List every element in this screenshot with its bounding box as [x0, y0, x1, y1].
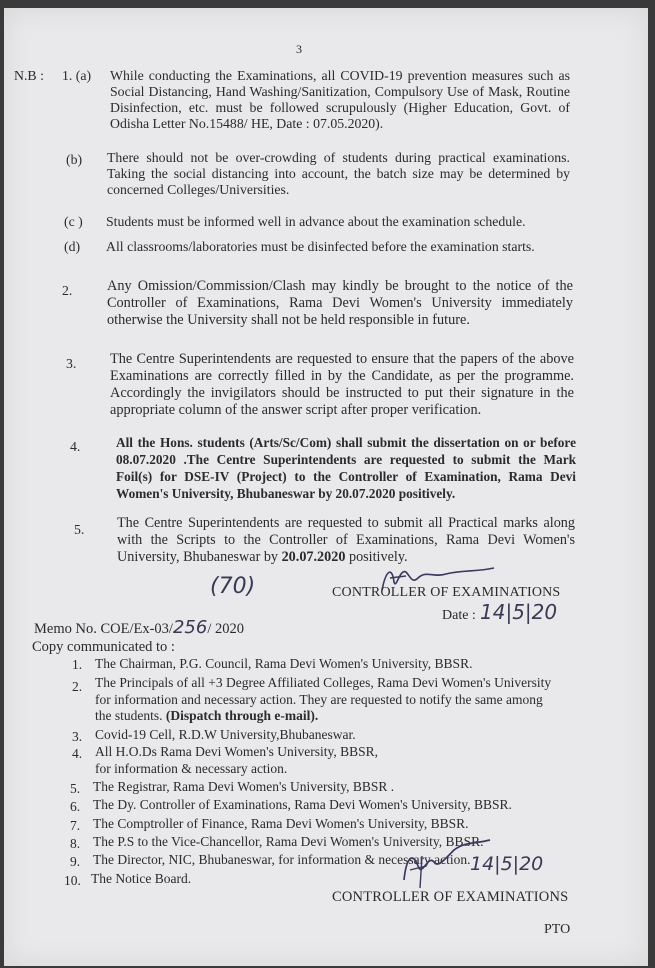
- copy-7-text: The Comptroller of Finance, Rama Devi Women's University, BBSR.: [93, 816, 469, 831]
- item-1b-text: There should not be over-crowding of students during practical examinations. Taking the social distancing into account, the batch size may be determined by concerned Colleges/Universities.: [107, 150, 570, 197]
- copy-4-text: All H.O.Ds Rama Devi Women's University, BBSR, for information & necessary action.: [95, 744, 378, 776]
- item-1a-number: 1. (a): [62, 68, 92, 83]
- item-5-text-end: positively.: [345, 549, 408, 565]
- pto-label: PTO: [544, 922, 571, 937]
- item-2-number: 2.: [62, 283, 73, 298]
- copy-9-text: The Director, NIC, Bhubaneswar, for information & necessary action.: [93, 852, 471, 867]
- item-1c-number: (c ): [64, 214, 83, 229]
- memo-number: [34, 617, 244, 638]
- date-handwritten: 14|5|20: [480, 600, 558, 624]
- item-5-text-plain: The Centre Superintendents are requested to submit all Practical marks along with the Scripts to the Controller of Examinations, Rama Devi Women's University, Bhubaneswar by: [117, 515, 575, 565]
- memo-suffix: / 2020: [207, 621, 244, 637]
- item-3-number: 3.: [66, 356, 77, 371]
- copy-10-number: 10.: [64, 873, 81, 888]
- copy-6-text: The Dy. Controller of Examinations, Rama Devi Women's University, BBSR.: [93, 797, 512, 812]
- copy-6-number: 6.: [70, 799, 81, 814]
- item-1d-text: All classrooms/laboratories must be disinfected before the examination starts.: [106, 239, 535, 254]
- controller-title-top: CONTROLLER OF EXAMINATIONS: [332, 585, 561, 600]
- item-4-number: 4.: [70, 439, 81, 454]
- item-1a-text: While conducting the Examinations, all COVID-19 prevention measures such as Social Distancing, Hand Washing/Sanitization, Compulsory Use of Mask, Routine Disinfection, etc. must be followed scrupulously (Higher Education, Govt. of Odisha Letter No.15488/ HE, Date : 07.05.2020).: [110, 68, 570, 131]
- copy-2-bold: (Dispatch through e-mail).: [165, 708, 319, 723]
- item-3-text: The Centre Superintendents are requested to ensure that the papers of the above Examinations are correctly filled in by the Candidate, as per the programme. Accordingly the invigilators should be instructed to put their signature in the appropriate column of the answer script after proper verification.: [110, 351, 574, 418]
- document-page: [4, 8, 648, 966]
- copy-2-text: [95, 675, 555, 725]
- copy-2-number: 2.: [72, 679, 83, 694]
- date-label: Date :: [442, 608, 476, 623]
- copy-7-number: 7.: [70, 818, 81, 833]
- item-1d-number: (d): [64, 239, 81, 254]
- copy-5-number: 5.: [70, 781, 81, 796]
- item-2-text: Any Omission/Commission/Clash may kindly be brought to the notice of the Controller of Examinations, Rama Devi Women's University immediately otherwise the University shall not be held responsible in future.: [107, 278, 573, 328]
- copy-8-text: The P.S to the Vice-Chancellor, Rama Devi Women's University, BBSR.: [93, 834, 484, 849]
- memo-handwritten: 256: [172, 617, 208, 638]
- item-4-text: All the Hons. students (Arts/Sc/Com) shall submit the dissertation on or before 08.07.2020 .The Centre Superintendents are requested to submit the Mark Foil(s) for DSE-IV (Project) to the Controller of Examination, Rama Devi Women's University, Bhubaneswar by 20.07.2020 positively.: [116, 435, 576, 501]
- item-5-text: [117, 515, 575, 566]
- item-5-number: 5.: [74, 522, 85, 537]
- date-handwritten-2: 14|5|20: [470, 853, 544, 875]
- page-number: 3: [296, 42, 302, 56]
- copy-1-text: The Chairman, P.G. Council, Rama Devi Women's University, BBSR.: [95, 656, 473, 671]
- copy-8-number: 8.: [70, 836, 81, 851]
- copy-2-plain: The Principals of all +3 Degree Affiliated Colleges, Rama Devi Women's University for information and necessary action. They are requested to notify the same among the students.: [95, 675, 552, 723]
- copy-10-text: The Notice Board.: [91, 871, 192, 886]
- memo-prefix: Memo No. COE/Ex-03/: [34, 621, 173, 637]
- item-5-date: 20.07.2020: [281, 549, 346, 565]
- copy-5-text: The Registrar, Rama Devi Women's University, BBSR .: [93, 779, 395, 794]
- copy-3-number: 3.: [72, 729, 83, 744]
- item-1b-number: (b): [66, 152, 83, 167]
- nb-label: N.B :: [14, 68, 44, 83]
- controller-title-bottom: CONTROLLER OF EXAMINATIONS: [332, 889, 569, 905]
- copy-3-text: Covid-19 Cell, R.D.W University,Bhubaneswar.: [95, 727, 356, 742]
- copy-1-number: 1.: [72, 657, 83, 672]
- item-1c-text: Students must be informed well in advance about the examination schedule.: [106, 214, 526, 229]
- copy-label: Copy communicated to :: [32, 639, 175, 655]
- copy-9-number: 9.: [70, 854, 81, 869]
- handwritten-number: (70): [210, 574, 256, 599]
- copy-4-number: 4.: [72, 746, 83, 761]
